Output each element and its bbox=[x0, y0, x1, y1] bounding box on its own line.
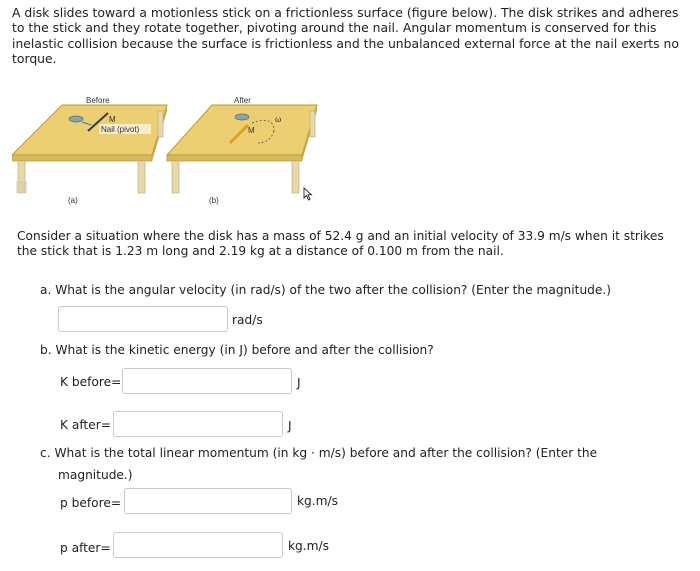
mass-label-before: M bbox=[109, 115, 116, 124]
angular-velocity-input[interactable] bbox=[58, 306, 228, 332]
k-after-label: K after= bbox=[60, 418, 111, 432]
p-after-label: p after= bbox=[60, 541, 111, 555]
after-label: After bbox=[234, 96, 251, 105]
angular-velocity-unit: rad/s bbox=[232, 313, 263, 327]
mass-label-after: M bbox=[248, 126, 255, 135]
mouse-cursor-icon bbox=[303, 186, 313, 205]
p-before-label: p before= bbox=[60, 496, 122, 510]
problem-intro: A disk slides toward a motionless stick on a frictionless surface (figure below). The disk strikes and adheres to the stick and they rotate together, pivoting around the nail. Angular momentum is conserved for this inelastic collision because the surface is frictionless and the unbalanced external force at the nail exerts no torque. bbox=[12, 5, 679, 67]
p-before-input[interactable] bbox=[124, 488, 292, 514]
k-after-unit: J bbox=[288, 419, 292, 433]
panel-a-label: (a) bbox=[68, 196, 78, 205]
p-after-input[interactable] bbox=[113, 532, 283, 558]
omega-label: ω bbox=[275, 115, 282, 124]
question-c-line1: c. What is the total linear momentum (in kg · m/s) before and after the collision? (Enter the bbox=[40, 446, 598, 460]
question-a: a. What is the angular velocity (in rad/s) of the two after the collision? (Enter the magnitude.) bbox=[40, 283, 612, 297]
question-b: b. What is the kinetic energy (in J) before and after the collision? bbox=[40, 343, 434, 357]
table-before bbox=[12, 105, 167, 193]
k-before-label: K before= bbox=[60, 375, 122, 389]
k-before-unit: J bbox=[297, 376, 301, 390]
figure-illustration bbox=[12, 95, 342, 225]
panel-b-label: (b) bbox=[209, 196, 219, 205]
collision-figure bbox=[12, 95, 342, 225]
nail-pivot-label: Nail (pivot) bbox=[101, 125, 140, 134]
k-after-input[interactable] bbox=[113, 411, 283, 437]
before-label: Before bbox=[86, 96, 110, 105]
p-before-unit: kg.m/s bbox=[297, 494, 338, 508]
table-after bbox=[167, 105, 317, 193]
k-before-input[interactable] bbox=[122, 368, 292, 394]
scenario-text: Consider a situation where the disk has a mass of 52.4 g and an initial velocity of 33.9 m/s when it strikes the stick that is 1.23 m long and 2.19 kg at a distance of 0.100 m from the nail. bbox=[17, 229, 664, 259]
p-after-unit: kg.m/s bbox=[288, 539, 329, 553]
question-c-line2: magnitude.) bbox=[58, 468, 133, 482]
